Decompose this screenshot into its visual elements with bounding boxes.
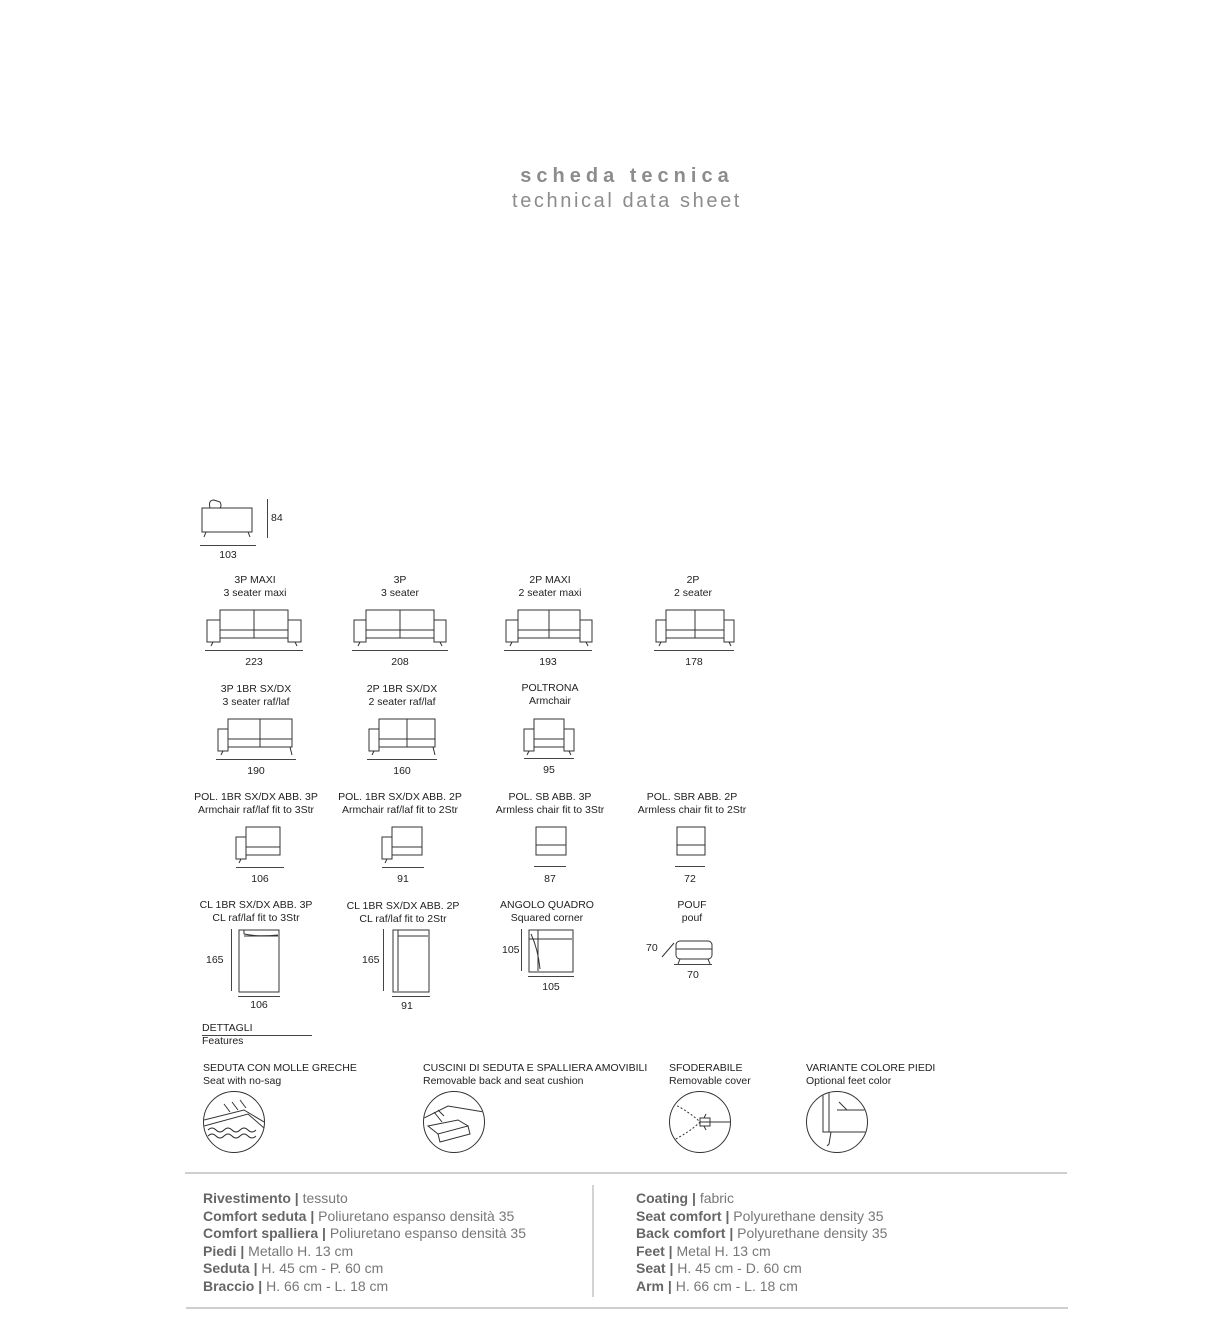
model-width: 208 xyxy=(391,656,409,668)
sofa-2p-maxi-drawing xyxy=(504,608,594,648)
feature-label-en: Optional feet color xyxy=(806,1075,892,1087)
cushion-icon xyxy=(423,1091,485,1153)
squared-corner-drawing xyxy=(528,929,574,973)
model-label-en: Armchair raf/laf fit to 3Str xyxy=(197,804,315,816)
pouf-drawing xyxy=(660,937,716,967)
model-label-it: POLTRONA xyxy=(521,682,579,694)
spec-label: Rivestimento | xyxy=(203,1190,299,1206)
model-width: 160 xyxy=(393,765,411,777)
sofa-3p-maxi-drawing xyxy=(205,608,303,648)
model-width: 105 xyxy=(542,981,560,993)
pol-1br-3p-drawing xyxy=(234,825,282,865)
sofa-3p-1br-drawing xyxy=(216,717,296,757)
features-title-it: DETTAGLI xyxy=(202,1022,253,1034)
pol-sb-3p-drawing xyxy=(534,825,568,865)
model-width: 91 xyxy=(397,873,409,885)
spec-row-en xyxy=(636,1243,771,1261)
spec-row-it xyxy=(203,1225,526,1243)
feature-label-en: Seat with no-sag xyxy=(203,1075,282,1087)
spec-row-en xyxy=(636,1190,734,1208)
model-label-it: 3P MAXI xyxy=(234,574,276,586)
spec-value: Metal H. 13 cm xyxy=(676,1242,771,1259)
model-label-it: ANGOLO QUADRO xyxy=(500,899,594,911)
title-english: technical data sheet xyxy=(512,190,742,212)
model-label-en: CL raf/laf fit to 3Str xyxy=(212,912,300,924)
model-width: 190 xyxy=(247,765,265,777)
feature-label-en: Removable back and seat cushion xyxy=(423,1075,584,1087)
model-label-en: 2 seater xyxy=(674,587,712,599)
spec-value: Poliuretano espanso densità 35 xyxy=(329,1225,526,1241)
model-label-it: POL. 1BR SX/DX ABB. 3P xyxy=(194,791,318,803)
spec-row-it xyxy=(203,1190,348,1208)
spec-value: H. 45 cm - P. 60 cm xyxy=(261,1260,384,1276)
armchair-drawing xyxy=(522,717,576,757)
spec-value: Metallo H. 13 cm xyxy=(248,1242,354,1259)
spec-label: Piedi | xyxy=(203,1242,245,1259)
model-label-it: 2P 1BR SX/DX xyxy=(366,683,438,695)
spec-row-it xyxy=(203,1243,353,1261)
model-label-en: pouf xyxy=(681,912,703,924)
spec-value: H. 45 cm - D. 60 cm xyxy=(677,1260,802,1276)
springs-icon xyxy=(203,1091,265,1153)
spec-label: Comfort spalliera | xyxy=(203,1225,326,1241)
pol-1br-2p-drawing xyxy=(380,825,424,865)
spec-row-it xyxy=(203,1278,388,1296)
side-depth: 103 xyxy=(219,549,237,561)
model-label-en: Armless chair fit to 2Str xyxy=(637,804,747,816)
spec-value: tessuto xyxy=(302,1190,348,1206)
model-width: 91 xyxy=(401,1000,413,1012)
model-label-it: 3P xyxy=(393,574,407,586)
model-label-en: 2 seater maxi xyxy=(518,587,582,599)
spec-value: Polyurethane density 35 xyxy=(737,1225,888,1241)
corner-depth: 105 xyxy=(502,944,520,956)
model-width: 95 xyxy=(543,764,555,776)
spec-value: H. 66 cm - L. 18 cm xyxy=(266,1277,389,1294)
feature-label-it: SFODERABILE xyxy=(669,1062,743,1074)
model-label-it: POL. 1BR SX/DX ABB. 2P xyxy=(338,791,462,803)
chaise-2p-drawing xyxy=(392,929,430,993)
foot-icon xyxy=(806,1091,868,1153)
spec-label: Comfort seduta | xyxy=(203,1207,315,1224)
spec-label: Seduta | xyxy=(203,1260,258,1276)
model-label-en: Armchair raf/laf fit to 2Str xyxy=(341,804,459,816)
spec-label: Seat comfort | xyxy=(636,1207,730,1224)
side-view-drawing xyxy=(200,498,256,540)
spec-label: Braccio | xyxy=(203,1277,263,1294)
model-label-it: POL. SB ABB. 3P xyxy=(508,791,592,803)
zipper-icon xyxy=(669,1091,731,1153)
model-label-en: 3 seater raf/laf xyxy=(222,696,290,708)
model-label-en: 2 seater raf/laf xyxy=(368,696,436,708)
spec-row-en xyxy=(636,1278,798,1296)
model-width: 193 xyxy=(539,656,557,668)
model-label-it: POL. SBR ABB. 2P xyxy=(646,791,738,803)
model-label-en: 3 seater xyxy=(381,587,419,599)
spec-value: fabric xyxy=(699,1190,735,1206)
side-height: 84 xyxy=(271,512,283,524)
pouf-depth: 70 xyxy=(646,942,658,954)
spec-label: Arm | xyxy=(636,1277,672,1294)
spec-value: Polyurethane density 35 xyxy=(733,1207,884,1224)
sofa-2p-1br-drawing xyxy=(367,717,439,757)
model-label-it: 2P MAXI xyxy=(529,574,571,586)
feature-label-en: Removable cover xyxy=(669,1075,751,1087)
spec-value: Poliuretano espanso densità 35 xyxy=(318,1207,515,1224)
model-width: 223 xyxy=(245,656,263,668)
sofa-2p-drawing xyxy=(654,608,736,648)
model-label-en: CL raf/laf fit to 2Str xyxy=(359,913,447,925)
model-width: 72 xyxy=(684,873,696,885)
spec-row-en xyxy=(636,1260,802,1278)
model-label-it: CL 1BR SX/DX ABB. 2P xyxy=(346,900,460,912)
model-label-en: Armless chair fit to 3Str xyxy=(495,804,605,816)
model-label-en: Armchair xyxy=(528,695,571,707)
sofa-3p-drawing xyxy=(352,608,448,648)
model-label-it: CL 1BR SX/DX ABB. 3P xyxy=(199,899,313,911)
spec-label: Feet | xyxy=(636,1242,673,1259)
model-label-it: 3P 1BR SX/DX xyxy=(220,683,292,695)
spec-value: H. 66 cm - L. 18 cm xyxy=(675,1277,798,1294)
feature-label-it: CUSCINI DI SEDUTA E SPALLIERA AMOVIBILI xyxy=(423,1062,648,1074)
feature-label-it: VARIANTE COLORE PIEDI xyxy=(806,1062,936,1074)
model-width: 70 xyxy=(687,969,699,981)
title-italian: scheda tecnica xyxy=(520,165,734,187)
model-width: 178 xyxy=(685,656,703,668)
model-width: 87 xyxy=(544,873,556,885)
chaise-depth: 165 xyxy=(362,954,380,966)
model-width: 106 xyxy=(250,999,268,1011)
chaise-3p-drawing xyxy=(238,929,280,993)
model-label-it: POUF xyxy=(677,899,707,911)
model-label-it: 2P xyxy=(686,574,700,586)
spec-label: Coating | xyxy=(636,1190,696,1206)
chaise-depth: 165 xyxy=(206,954,224,966)
spec-row-en xyxy=(636,1208,884,1226)
spec-row-it xyxy=(203,1208,514,1226)
spec-row-it xyxy=(203,1260,383,1278)
spec-label: Back comfort | xyxy=(636,1225,734,1241)
spec-label: Seat | xyxy=(636,1260,674,1276)
feature-label-it: SEDUTA CON MOLLE GRECHE xyxy=(203,1062,357,1074)
features-title-en: Features xyxy=(202,1035,244,1047)
model-label-en: Squared corner xyxy=(510,912,584,924)
pol-sbr-2p-drawing xyxy=(675,825,707,865)
spec-row-en xyxy=(636,1225,887,1243)
model-width: 106 xyxy=(251,873,269,885)
model-label-en: 3 seater maxi xyxy=(223,587,287,599)
